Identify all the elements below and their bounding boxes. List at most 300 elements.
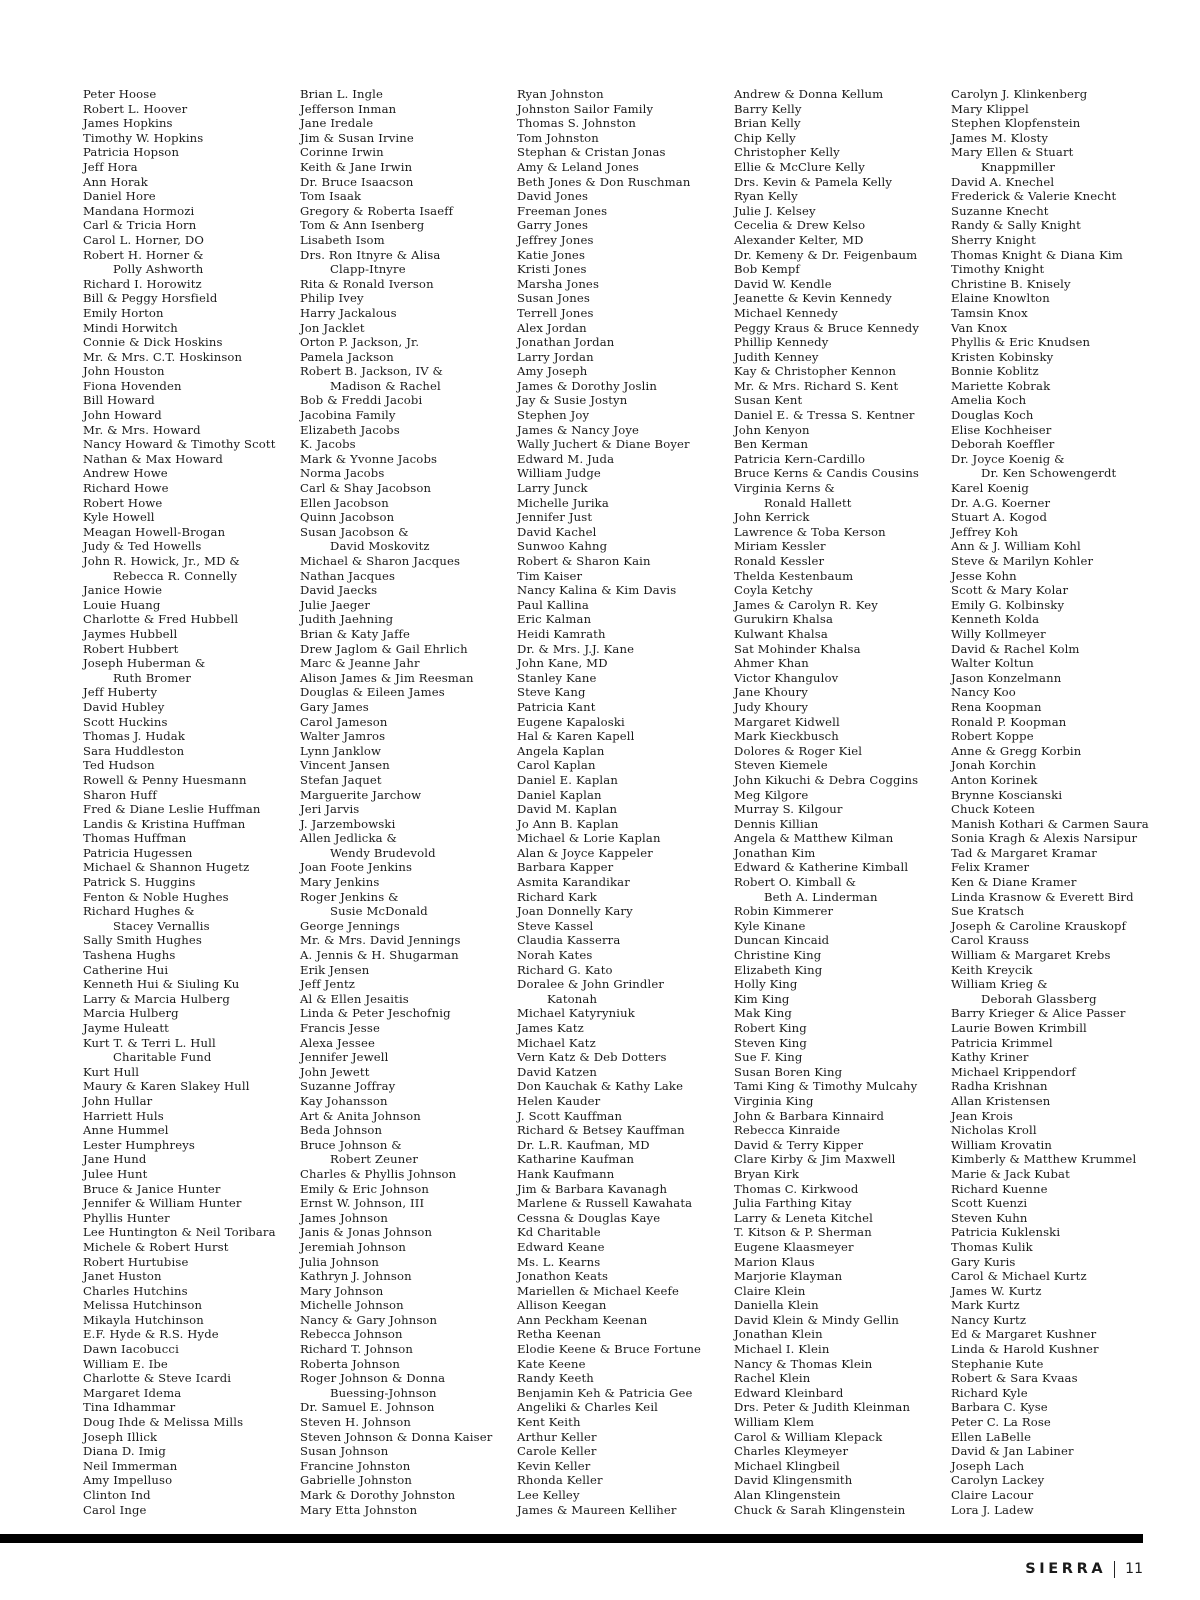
- donor-name: Kay Johansson: [300, 1093, 388, 1108]
- donor-name-line: John R. Howick, Jr., MD &: [83, 554, 240, 568]
- donor-name: [83, 554, 295, 583]
- donor-name: [951, 452, 1163, 481]
- donor-name-continuation: Wendy Brudevold: [330, 845, 436, 860]
- donor-name: Michael & Lorie Kaplan: [517, 831, 661, 846]
- donor-name-continuation: David Moskovitz: [330, 539, 430, 554]
- donor-name: James & Nancy Joye: [517, 422, 640, 437]
- donor-name: Nancy & Gary Johnson: [300, 1312, 438, 1327]
- donor-name: T. Kitson & P. Sherman: [734, 1225, 872, 1240]
- donor-name: Brian Kelly: [734, 116, 801, 131]
- donor-name: Susan Kent: [734, 393, 803, 408]
- donor-name: Asmita Karandikar: [517, 875, 630, 890]
- donor-name: Frederick & Valerie Knecht: [951, 189, 1117, 204]
- donor-name: James Johnson: [300, 1210, 388, 1225]
- donor-name: Thomas Knight & Diana Kim: [951, 247, 1123, 262]
- donor-name: Stuart A. Kogod: [951, 510, 1048, 525]
- donor-name-continuation: Robert Zeuner: [330, 1152, 419, 1167]
- donor-name: Felix Kramer: [951, 860, 1030, 875]
- donor-name-continuation: Madison & Rachel: [330, 378, 441, 393]
- donor-name: Gary James: [300, 699, 369, 714]
- donor-name: [951, 145, 1163, 174]
- donor-name: Fiona Hovenden: [83, 378, 182, 393]
- donor-name: Coyla Ketchy: [734, 583, 813, 598]
- donor-name: Larry Junck: [517, 481, 588, 496]
- donor-name: Mr. & Mrs. Howard: [83, 422, 201, 437]
- donor-column-2: [300, 87, 512, 1517]
- donor-name: John Kane, MD: [517, 656, 608, 671]
- donor-name: Kristi Jones: [517, 262, 587, 277]
- donor-name: Edward Kleinbard: [734, 1385, 844, 1400]
- donor-name: Beth Jones & Don Ruschman: [517, 174, 691, 189]
- donor-name: Suzanne Joffray: [300, 1079, 396, 1094]
- donor-name: Gregory & Roberta Isaeff: [300, 203, 454, 218]
- donor-name: Linda Krasnow & Everett Bird: [951, 889, 1134, 904]
- donor-name: John Howard: [83, 408, 162, 423]
- donor-name: Thomas Huffman: [83, 831, 187, 846]
- donor-name-continuation: Dr. Ken Schowengerdt: [981, 466, 1117, 481]
- donor-name: Tom & Ann Isenberg: [300, 218, 425, 233]
- donor-name: Carol & Michael Kurtz: [951, 1269, 1087, 1284]
- donor-name: Randy Keeth: [517, 1371, 594, 1386]
- donor-name: Jane Hund: [83, 1152, 147, 1167]
- donor-name: George Jennings: [300, 918, 400, 933]
- donor-name: Robert Hubbert: [83, 641, 179, 656]
- page-footer: [1025, 1559, 1143, 1579]
- donor-name: Jennifer Jewell: [300, 1050, 389, 1065]
- donor-name: Wally Juchert & Diane Boyer: [517, 437, 690, 452]
- donor-name: Charlotte & Fred Hubbell: [83, 612, 239, 627]
- donor-name: Richard Kyle: [951, 1385, 1028, 1400]
- donor-name: Ben Kerman: [734, 437, 809, 452]
- donor-name: Meagan Howell-Brogan: [83, 524, 226, 539]
- donor-name: Barbara C. Kyse: [951, 1400, 1048, 1415]
- donor-name: Elizabeth King: [734, 962, 823, 977]
- donor-name: Brynne Koscianski: [951, 787, 1063, 802]
- donor-name: Ernst W. Johnson, III: [300, 1196, 425, 1211]
- donor-name-continuation: Rebecca R. Connelly: [113, 568, 238, 583]
- donor-name: Angeliki & Charles Keil: [517, 1400, 659, 1415]
- donor-name: Steve Kassel: [517, 918, 594, 933]
- donor-name: Al & Ellen Jesaitis: [300, 991, 409, 1006]
- donor-name: Lester Humphreys: [83, 1137, 196, 1152]
- donor-name: Alison James & Jim Reesman: [300, 670, 474, 685]
- donor-name: Jay & Susie Jostyn: [517, 393, 628, 408]
- donor-name: Dolores & Roger Kiel: [734, 743, 863, 758]
- donor-name: Angela Kaplan: [517, 743, 605, 758]
- donor-name: Ed & Margaret Kushner: [951, 1327, 1097, 1342]
- magazine-name: SIERRA: [1025, 1561, 1107, 1577]
- donor-name: Bill & Peggy Horsfield: [83, 291, 218, 306]
- donor-name: Robert Hurtubise: [83, 1254, 189, 1269]
- donor-name: Carol Inge: [83, 1502, 147, 1517]
- donor-name: Edward M. Juda: [517, 451, 615, 466]
- donor-name: Richard T. Johnson: [300, 1342, 414, 1357]
- donor-name: Gary Kuris: [951, 1254, 1016, 1269]
- donor-name: Ellen Jacobson: [300, 495, 389, 510]
- donor-name: Carl & Tricia Horn: [83, 218, 197, 233]
- donor-name: Michael Kennedy: [734, 305, 838, 320]
- donor-name: Jim & Barbara Kavanagh: [517, 1181, 668, 1196]
- donor-name: Walter Koltun: [951, 656, 1034, 671]
- donor-name: Francine Johnston: [300, 1458, 411, 1473]
- donor-name: Richard Kuenne: [951, 1181, 1048, 1196]
- donor-name: [83, 904, 295, 933]
- donor-name: Chip Kelly: [734, 130, 796, 145]
- donor-name: Carl & Shay Jacobson: [300, 481, 432, 496]
- donor-name: Ms. L. Kearns: [517, 1254, 601, 1269]
- donor-name: Thomas C. Kirkwood: [734, 1181, 859, 1196]
- donor-name: Kyle Howell: [83, 510, 155, 525]
- donor-name: Katie Jones: [517, 247, 586, 262]
- donor-name: Orton P. Jackson, Jr.: [300, 335, 420, 350]
- donor-name: Alex Jordan: [517, 320, 587, 335]
- donor-name: Norah Kates: [517, 948, 593, 963]
- donor-name: Michelle Jurika: [517, 495, 609, 510]
- donor-name: Michael Katyryniuk: [517, 1006, 635, 1021]
- donor-name: Quinn Jacobson: [300, 510, 395, 525]
- donor-name: Randy & Sally Knight: [951, 218, 1081, 233]
- donor-name: Anton Korinek: [951, 772, 1038, 787]
- donor-name: Dr. Samuel E. Johnson: [300, 1400, 435, 1415]
- donor-column-3: [517, 87, 729, 1517]
- donor-name: Sat Mohinder Khalsa: [734, 641, 861, 656]
- donor-name: Bob & Freddi Jacobi: [300, 393, 423, 408]
- donor-name: Harriett Huls: [83, 1108, 164, 1123]
- donor-name: Jonathan Klein: [734, 1327, 823, 1342]
- donor-name: Mak King: [734, 1006, 792, 1021]
- donor-name-line: Mary Ellen & Stuart: [951, 145, 1074, 160]
- donor-name: Lawrence & Toba Kerson: [734, 524, 886, 539]
- donor-name-line: Richard Hughes &: [83, 904, 195, 919]
- donor-name: Fenton & Noble Hughes: [83, 889, 229, 904]
- donor-name: Michael I. Klein: [734, 1342, 830, 1357]
- donor-name: Nancy Koo: [951, 685, 1016, 700]
- donor-name: Ann & J. William Kohl: [951, 539, 1081, 554]
- donor-name: Robert King: [734, 1021, 807, 1035]
- donor-name-continuation: Charitable Fund: [113, 1050, 212, 1065]
- donor-name: Ted Hudson: [83, 758, 155, 773]
- donor-name: James & Carolyn R. Key: [734, 597, 878, 612]
- donor-name: Radha Krishnan: [951, 1079, 1048, 1094]
- donor-name-line: Susan Jacobson &: [300, 524, 409, 539]
- donor-name: [83, 1036, 295, 1065]
- donor-name: David & Rachel Kolm: [951, 641, 1080, 656]
- donor-name: Mr. & Mrs. David Jennings: [300, 933, 461, 948]
- donor-name: [300, 1138, 512, 1167]
- donor-name: Jo Ann B. Kaplan: [517, 816, 619, 831]
- donor-name: Mary Klippel: [951, 101, 1029, 116]
- donor-name: Phillip Kennedy: [734, 335, 829, 350]
- donor-name: Neil Immerman: [83, 1458, 178, 1473]
- donor-name: Joseph & Caroline Krauskopf: [951, 918, 1127, 933]
- donor-name: Michele & Robert Hurst: [83, 1239, 229, 1254]
- donor-name: Richard I. Horowitz: [83, 276, 202, 291]
- donor-name: Robert Koppe: [951, 729, 1034, 744]
- donor-name: Mariette Kobrak: [951, 378, 1051, 393]
- donor-name: Mr. & Mrs. C.T. Hoskinson: [83, 349, 243, 364]
- donor-name: Joan Donnelly Kary: [517, 904, 633, 919]
- donor-name: Carol Kaplan: [517, 758, 596, 773]
- donor-name: Richard & Betsey Kauffman: [517, 1123, 685, 1138]
- donor-name: Marc & Jeanne Jahr: [300, 656, 420, 671]
- donor-name: Mark & Dorothy Johnston: [300, 1488, 456, 1502]
- donor-name: Kristen Kobinsky: [951, 349, 1054, 364]
- donor-name: Terrell Jones: [517, 305, 594, 320]
- donor-name: Douglas Koch: [951, 408, 1034, 423]
- donor-name: David M. Kaplan: [517, 802, 618, 817]
- donor-name: Nathan & Max Howard: [83, 451, 223, 466]
- donor-name: Mary Etta Johnston: [300, 1502, 418, 1517]
- donor-name: Dawn Iacobucci: [83, 1342, 179, 1357]
- donor-name: Steven Kiemele: [734, 758, 828, 773]
- donor-name: Jonah Korchin: [951, 758, 1037, 773]
- donor-name: Stefan Jaquet: [300, 772, 382, 787]
- donor-name: Patricia Krimmel: [951, 1035, 1053, 1050]
- donor-name-continuation: Ronald Hallett: [764, 495, 852, 510]
- donor-name: Jennifer & William Hunter: [83, 1196, 242, 1211]
- donor-name: Kent Keith: [517, 1415, 581, 1430]
- donor-name: John Kenyon: [734, 422, 810, 437]
- donor-name: Linda & Harold Kushner: [951, 1342, 1099, 1357]
- donor-name-continuation: Deborah Glassberg: [981, 991, 1097, 1006]
- donor-name: Linda & Peter Jeschofnig: [300, 1006, 451, 1021]
- donor-name: Jesse Kohn: [951, 568, 1017, 583]
- donor-name: Marguerite Jarchow: [300, 787, 422, 802]
- donor-name-continuation: Clapp-Itnyre: [330, 262, 406, 277]
- donor-name: Victor Khangulov: [734, 670, 839, 685]
- donor-name: Timothy W. Hopkins: [83, 130, 204, 145]
- donor-name: Pamela Jackson: [300, 349, 394, 364]
- donor-name: Andrew Howe: [83, 466, 168, 481]
- donor-name: Andrew & Donna Kellum: [734, 87, 884, 101]
- donor-name: Tami King & Timothy Mulcahy: [734, 1079, 918, 1094]
- donor-name: Don Kauchak & Kathy Lake: [517, 1079, 684, 1094]
- donor-name: Hank Kaufmann: [517, 1166, 615, 1181]
- donor-name: Carol Jameson: [300, 714, 388, 729]
- donor-name: Larry Jordan: [517, 349, 594, 364]
- donor-name: Holly King: [734, 977, 798, 992]
- donor-name: Jeffrey Koh: [951, 524, 1019, 539]
- donor-name: Christine B. Knisely: [951, 276, 1071, 291]
- donor-name: Sue Kratsch: [951, 904, 1025, 919]
- donor-name: Christine King: [734, 948, 822, 963]
- donor-name: Bonnie Koblitz: [951, 364, 1039, 379]
- donor-name: Ryan Kelly: [734, 189, 798, 204]
- donor-name-line: Allen Jedlicka &: [300, 831, 397, 846]
- donor-name: Kimberly & Matthew Krummel: [951, 1152, 1137, 1167]
- donor-name: Tashena Hughs: [83, 948, 176, 963]
- donor-name: Brian L. Ingle: [300, 87, 384, 101]
- donor-name: Marjorie Klayman: [734, 1269, 843, 1284]
- donor-name: Janet Huston: [83, 1269, 162, 1284]
- donor-name: Mariellen & Michael Keefe: [517, 1283, 680, 1298]
- donor-name: Arthur Keller: [517, 1429, 597, 1444]
- donor-name: Thomas Kulik: [951, 1239, 1033, 1254]
- donor-name: Mr. & Mrs. Richard S. Kent: [734, 378, 899, 393]
- donor-name: Robert L. Hoover: [83, 101, 188, 116]
- donor-name: Jonathan Kim: [734, 845, 816, 860]
- donor-name: Hal & Karen Kapell: [517, 729, 635, 744]
- donor-name: Carol & William Klepack: [734, 1429, 883, 1444]
- donor-name: [300, 1371, 512, 1400]
- donor-name: Joseph Lach: [951, 1458, 1025, 1473]
- donor-name: William & Margaret Krebs: [951, 948, 1111, 963]
- donor-name: Kathy Kriner: [951, 1050, 1029, 1065]
- donor-name: Tom Johnston: [517, 130, 599, 145]
- donor-name: J. Scott Kauffman: [517, 1108, 623, 1123]
- donor-name: Jeremiah Johnson: [300, 1239, 407, 1254]
- donor-name: Mark & Yvonne Jacobs: [300, 451, 438, 466]
- donor-name: James Katz: [517, 1021, 584, 1035]
- donor-name: Jeff Hora: [83, 159, 138, 174]
- donor-name: Richard Howe: [83, 481, 169, 496]
- donor-name: Garry Jones: [517, 218, 589, 233]
- donor-name: Kevin Keller: [517, 1458, 591, 1473]
- donor-name: Michael Klingbeil: [734, 1458, 840, 1473]
- donor-name: Helen Kauder: [517, 1093, 601, 1108]
- donor-name: Jeri Jarvis: [300, 802, 360, 817]
- donor-name: Carolyn Lackey: [951, 1473, 1045, 1488]
- donor-name-continuation: Susie McDonald: [330, 904, 428, 919]
- donor-name: Jeanette & Kevin Kennedy: [734, 291, 892, 306]
- donor-name: Cessna & Douglas Kaye: [517, 1210, 661, 1225]
- donor-name: Thomas J. Hudak: [83, 729, 186, 744]
- donor-name: Norma Jacobs: [300, 466, 385, 481]
- donor-name: David & Jan Labiner: [951, 1444, 1074, 1459]
- donor-name: Stephen Joy: [517, 408, 590, 423]
- footer-divider: [1114, 1561, 1115, 1578]
- donor-name: [300, 890, 512, 919]
- donor-name: Mikayla Hutchinson: [83, 1312, 204, 1327]
- donor-name: Robin Kimmerer: [734, 904, 834, 919]
- donor-name: Murray S. Kilgour: [734, 802, 843, 817]
- donor-name: Carol L. Horner, DO: [83, 232, 205, 247]
- donor-name: Nancy Kurtz: [951, 1312, 1027, 1327]
- donor-name: Scott Huckins: [83, 714, 168, 729]
- donor-name: Chuck & Sarah Klingenstein: [734, 1502, 906, 1517]
- donor-name: Nancy Kalina & Kim Davis: [517, 583, 677, 598]
- donor-name: Scott Kuenzi: [951, 1196, 1028, 1211]
- donor-name: David Kachel: [517, 524, 597, 539]
- donor-name: Susan Johnson: [300, 1444, 389, 1459]
- donor-column-1: [83, 87, 295, 1517]
- donor-name: Douglas & Eileen James: [300, 685, 445, 700]
- donor-name: Manish Kothari & Carmen Saura: [951, 816, 1149, 831]
- donor-name-line: Robert H. Horner &: [83, 247, 204, 262]
- donor-name: Daniel E. Kaplan: [517, 772, 618, 787]
- donor-name: Mark Kieckbusch: [734, 729, 839, 744]
- donor-name: Nancy & Thomas Klein: [734, 1356, 873, 1371]
- donor-name: Robert & Sharon Kain: [517, 554, 651, 568]
- donor-name: Doug Ihde & Melissa Mills: [83, 1415, 244, 1430]
- donor-name: Harry Jackalous: [300, 305, 397, 320]
- donor-name: Kay & Christopher Kennon: [734, 364, 897, 379]
- donor-name: Dr. Kemeny & Dr. Feigenbaum: [734, 247, 918, 262]
- donor-name: Patricia Kuklenski: [951, 1225, 1061, 1240]
- donor-name: Jonathon Keats: [517, 1269, 609, 1284]
- donor-name: James & Dorothy Joslin: [517, 378, 657, 393]
- donor-name: Rachel Klein: [734, 1371, 811, 1386]
- donor-name: Rebecca Johnson: [300, 1327, 403, 1342]
- donor-name: Julee Hunt: [83, 1166, 148, 1181]
- donor-name-line: Kurt T. & Terri L. Hull: [83, 1035, 216, 1050]
- donor-name: Timothy Knight: [951, 262, 1045, 277]
- donor-name: Steve Kang: [517, 685, 586, 700]
- donor-name: James Hopkins: [83, 116, 173, 131]
- donor-name: [300, 364, 512, 393]
- donor-name: Marion Klaus: [734, 1254, 815, 1269]
- donor-name: Jason Konzelmann: [951, 670, 1062, 685]
- donor-name: Landis & Kristina Huffman: [83, 816, 246, 831]
- donor-name-line: Joseph Huberman &: [83, 656, 206, 671]
- donor-name-line: Virginia Kerns &: [734, 481, 835, 496]
- donor-name: Vincent Jansen: [300, 758, 390, 773]
- donor-name-continuation: Beth A. Linderman: [764, 889, 878, 904]
- donor-name-line: Robert O. Kimball &: [734, 875, 857, 890]
- donor-name: Judith Jaehning: [300, 612, 394, 627]
- donor-name: Patricia Kant: [517, 699, 596, 714]
- donor-name: Amy & Leland Jones: [517, 159, 639, 174]
- donor-name: David W. Kendle: [734, 276, 832, 291]
- donor-name: Margaret Idema: [83, 1385, 182, 1400]
- donor-name: Karel Koenig: [951, 481, 1029, 496]
- donor-column-5: [951, 87, 1163, 1517]
- donor-name: Daniel Hore: [83, 189, 156, 204]
- donor-name: Art & Anita Johnson: [300, 1108, 421, 1123]
- donor-name: Suzanne Knecht: [951, 203, 1049, 218]
- donor-name: Gurukirn Khalsa: [734, 612, 834, 627]
- donor-name: Barbara Kapper: [517, 860, 614, 875]
- donor-name: Daniella Klein: [734, 1298, 819, 1313]
- donor-name: James & Maureen Kelliher: [517, 1502, 677, 1517]
- donor-name: James W. Kurtz: [951, 1283, 1042, 1298]
- donor-name: Tamsin Knox: [951, 305, 1028, 320]
- donor-name: Jefferson Inman: [300, 101, 397, 116]
- donor-name: Patricia Hugessen: [83, 845, 193, 860]
- donor-name: Tad & Margaret Kramar: [951, 845, 1097, 860]
- donor-name: K. Jacobs: [300, 437, 356, 452]
- donor-name: Susan Boren King: [734, 1064, 843, 1079]
- donor-name: Heidi Kamrath: [517, 626, 606, 641]
- donor-name: Steven Kuhn: [951, 1210, 1028, 1225]
- donor-name: Phyllis & Eric Knudsen: [951, 335, 1091, 350]
- donor-name: Louie Huang: [83, 597, 161, 612]
- donor-name: Marsha Jones: [517, 276, 600, 291]
- donor-name-continuation: Knappmiller: [981, 159, 1056, 174]
- donor-name: Diana D. Imig: [83, 1444, 166, 1459]
- donor-name: Amelia Koch: [951, 393, 1027, 408]
- donor-name-line: Dr. Joyce Koenig &: [951, 451, 1065, 466]
- donor-name-line: Drs. Ron Itnyre & Alisa: [300, 247, 441, 262]
- donor-name: Mandana Hormozi: [83, 203, 195, 218]
- donor-name: [300, 831, 512, 860]
- donor-name: Rebecca Kinraide: [734, 1123, 841, 1138]
- donor-name: Tina Idhammar: [83, 1400, 176, 1415]
- donor-name: Sue F. King: [734, 1050, 803, 1065]
- donor-name: Bob Kempf: [734, 262, 800, 277]
- donor-name: Katharine Kaufman: [517, 1152, 635, 1167]
- donor-name: Carolyn J. Klinkenberg: [951, 87, 1088, 101]
- donor-name: Margaret Kidwell: [734, 714, 840, 729]
- donor-name: Edward & Katherine Kimball: [734, 860, 909, 875]
- donor-name: David Klein & Mindy Gellin: [734, 1312, 899, 1327]
- donor-name: David A. Knechel: [951, 174, 1055, 189]
- donor-name: Steve & Marilyn Kohler: [951, 554, 1094, 568]
- donor-name-line: Doralee & John Grindler: [517, 977, 665, 992]
- donor-name: Sally Smith Hughes: [83, 933, 202, 948]
- donor-name: Marcia Hulberg: [83, 1006, 179, 1021]
- donor-name: Duncan Kincaid: [734, 933, 830, 948]
